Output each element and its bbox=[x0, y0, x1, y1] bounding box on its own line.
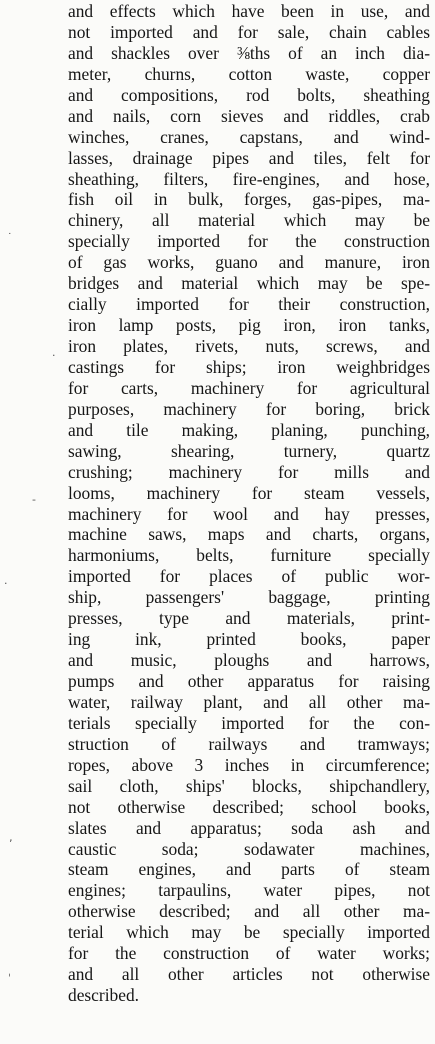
text-line: sail cloth, ships' blocks, shipchandlery, bbox=[68, 775, 430, 796]
text-line: and nails, corn sieves and riddles, crab bbox=[68, 105, 430, 126]
text-line: ing ink, printed books, paper bbox=[68, 629, 430, 650]
text-line: castings for ships; iron weighbridges bbox=[68, 356, 430, 377]
text-line: water, railway plant, and all other ma- bbox=[68, 691, 430, 712]
text-line: meter, churns, cotton waste, copper bbox=[68, 63, 430, 84]
text-line: struction of railways and tramways; bbox=[68, 733, 430, 754]
text-line: ship, passengers' baggage, printing bbox=[68, 587, 430, 608]
text-line: and tile making, planing, punching, bbox=[68, 419, 430, 440]
text-line: pumps and other apparatus for raising bbox=[68, 671, 430, 691]
text-line: and shackles over ⅜ths of an inch dia- bbox=[68, 42, 430, 63]
margin-speck: · bbox=[52, 349, 56, 362]
text-line: and compositions, rod bolts, sheathing bbox=[68, 84, 430, 105]
text-line: fish oil in bulk, forges, gas-pipes, ma- bbox=[68, 189, 430, 210]
text-line: machine saws, maps and charts, organs, bbox=[68, 524, 430, 545]
margin-speck: ˙ bbox=[7, 231, 13, 244]
text-line: winches, cranes, capstans, and wind- bbox=[68, 126, 430, 147]
text-line: described. bbox=[68, 985, 139, 1006]
margin-speck: ˌ bbox=[8, 965, 12, 978]
text-line: steam engines, and parts of steam bbox=[68, 859, 430, 880]
text-line: iron plates, rivets, nuts, screws, and bbox=[68, 336, 430, 356]
text-line: of gas works, guano and manure, iron bbox=[68, 252, 430, 273]
text-line: harmoniums, belts, furniture specially bbox=[68, 545, 430, 566]
text-line: specially imported for the construction bbox=[68, 231, 430, 252]
text-line: sawing, shearing, turnery, quartz bbox=[68, 440, 430, 461]
text-line: ropes, above 3 inches in circumference; bbox=[68, 754, 430, 775]
text-line: purposes, machinery for boring, brick bbox=[68, 398, 430, 419]
text-line: otherwise described; and all other ma- bbox=[68, 901, 430, 922]
text-line: not imported and for sale, chain cables bbox=[68, 21, 430, 42]
text-line: for the construction of water works; bbox=[68, 943, 430, 964]
margin-speck: ‚ bbox=[9, 831, 13, 844]
text-line: and effects which have been in use, and bbox=[68, 1, 430, 21]
margin-speck: - bbox=[32, 493, 36, 506]
text-line: looms, machinery for steam vessels, bbox=[68, 482, 430, 503]
text-line: iron lamp posts, pig iron, iron tanks, bbox=[68, 315, 430, 336]
text-line: engines; tarpaulins, water pipes, not bbox=[68, 880, 430, 901]
text-line: slates and apparatus; soda ash and bbox=[68, 817, 430, 838]
text-column bbox=[68, 1, 430, 1006]
text-line: terial which may be specially imported bbox=[68, 922, 430, 943]
margin-speck: · bbox=[4, 577, 8, 590]
text-line: not otherwise described; school books, bbox=[68, 796, 430, 817]
text-line: lasses, drainage pipes and tiles, felt for bbox=[68, 147, 430, 168]
text-line: sheathing, filters, fire-engines, and hose, bbox=[68, 168, 430, 189]
text-line: imported for places of public wor- bbox=[68, 566, 430, 587]
text-line: presses, type and materials, print- bbox=[68, 608, 430, 629]
text-line: and music, ploughs and harrows, bbox=[68, 650, 430, 671]
text-line: for carts, machinery for agricultural bbox=[68, 377, 430, 398]
text-line: bridges and material which may be spe- bbox=[68, 273, 430, 294]
text-line: machinery for wool and hay presses, bbox=[68, 503, 430, 524]
text-line: and all other articles not otherwise bbox=[68, 964, 430, 985]
text-line: cially imported for their construction, bbox=[68, 294, 430, 315]
text-line: caustic soda; sodawater machines, bbox=[68, 838, 430, 859]
text-line: terials specially imported for the con- bbox=[68, 712, 430, 733]
text-line: crushing; machinery for mills and bbox=[68, 461, 430, 482]
text-line: chinery, all material which may be bbox=[68, 210, 430, 231]
